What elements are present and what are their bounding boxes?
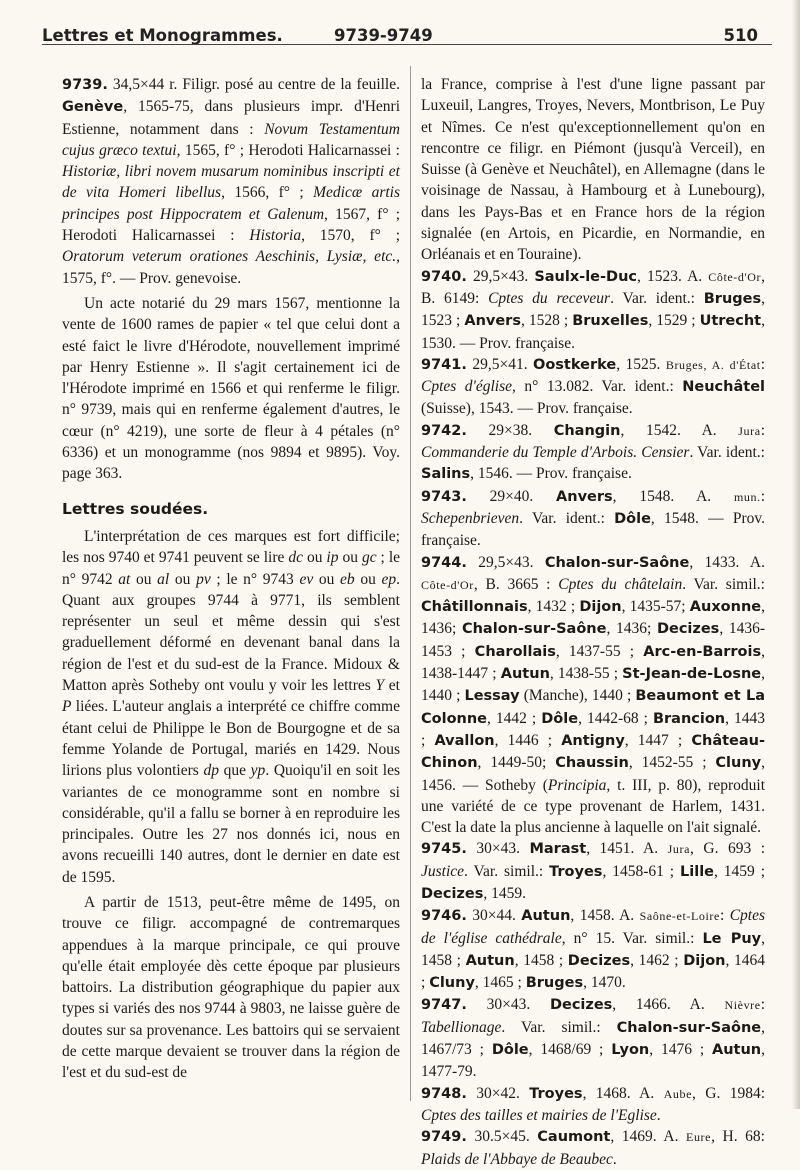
paragraph-interpretation: L'interprétation de ces marques est fort difficile; les nos 9740 et 9741 peuvent se lire dc ou ip ou gc ; le n° 9742 at ou al ou pv ; le n° 9743 ev ou eb ou ep. Quant aux groupes 9744 à 9771, ils semblent représenter un seul et même dessin qui s'est graduellement déformé en devenant banal dans la région de l'est et du sud-est de la France. Midoux & Matton après Sotheby ont voulu y voir les lettres Y et P liées. L'auteur anglais a interprété ce chiffre comme étant celui de Philippe le Bon de Bourgogne et de sa femme Yolande de Portugal, mariés en 1429. Nous lirions plus volontiers dp que yp. Quoiqu'il en soit les variantes de ce monogramme sont en nombre si considérable, qu'il a fallu se borner à en reproduire les principales. Outre les 27 nos donnés ici, nous en avons recueilli 140 autres, dont le dernier en date est de 1595. (62, 527, 401, 886)
place-name: Decizes (549, 997, 613, 1014)
entry-number: 9744. (421, 554, 467, 571)
entry-number: 9747. (421, 997, 467, 1014)
entry-number: 9741. (421, 356, 467, 373)
paragraph-distribution: A partir de 1513, peut-être même de 1495, on trouve ce filigr. accompagné de contremarques appendues à la marque principale, ce qui prouve qu'elle était employée dès cette époque par plusieurs battoirs. La distribution géographique du papier aux types si variés des nos 9744 à 9803, ne laisse guère de doutes sur sa provenance. Les battoirs qui se servaient de cette marque devaient se trouver dans la région de l'est et du sud-est de (62, 893, 400, 1082)
entry-9747: 9747. 30×43. Decizes, 1466. A. Nièvre: Tabellionage. Var. simil.: Chalon-sur-Saône, 1467/73 ; Dôle, 1468/69 ; Lyon, 1476 ; Autun, 1477-79. (421, 996, 765, 1081)
place-name: Autun (521, 908, 571, 925)
paragraph-continued: la France, comprise à l'est d'une ligne passant par Luxeuil, Langres, Troyes, Nevers, Montbrison, Le Puy et Nîmes. Ce n'est qu'exceptionnellement qu'on en rencontre ce filigr. en Piémont (jusqu'à Verceil), en Suisse (à Genève et Neuchâtel), en Allemagne (dans le voisinage de Nassau, à Hambourg et à Lunebourg), dans les Pays-Bas et en France hors de la région signalée (en Artois, en Picardie, en Normandie, en Orléanais et en Touraine). (421, 76, 765, 264)
entry-number: 9746. (421, 908, 467, 925)
entry-number: 9739. (62, 77, 108, 93)
right-column (421, 74, 765, 1170)
entry-number: 9748. (421, 1085, 467, 1102)
section-heading: Lettres soudées. (62, 499, 209, 518)
entry-9744: 9744. 29,5×43. Chalon-sur-Saône, 1433. A. Côte-d'Or, B. 3665 : Cptes du châtelain. Var. simil.: Châtillonnais, 1432 ; Dijon, 1435-57; Auxonne, 1436; Chalon-sur-Saône, 1436; Decizes, 1436-1453 ; Charollais, 1437-55 ; Arc-en-Barrois, 1438-1447 ; Autun, 1438-55 ; St-Jean-de-Losne, 1440 ; Lessay (Manche), 1440 ; Beaumont et La Colonne, 1442 ; Dôle, 1442-68 ; Brancion, 1443 ; Avallon, 1446 ; Antigny, 1447 ; Château-Chinon, 1449-50; Chaussin, 1452-55 ; Cluny, 1456. — Sotheby (Principia, t. III, p. 80), reproduit une variété de ce type provenant de Harlem, 1431. C'est la date la plus ancienne à laquelle on l'ait signalé. (421, 553, 766, 837)
page-header (42, 18, 772, 58)
entry-number: 9745. (421, 841, 467, 858)
running-title: Lettres et Monogrammes. (42, 26, 283, 45)
place-name: Caumont (537, 1129, 611, 1146)
entry-9740: 9740. 29,5×43. Saulx-le-Duc, 1523. A. Côte-d'Or, B. 6149: Cptes du receveur. Var. ident.: Bruges, 1523 ; Anvers, 1528 ; Bruxelles, 1529 ; Utrecht, 1530. — Prov. française. (421, 267, 765, 352)
column-divider (410, 66, 411, 1101)
paragraph-notarial-act: Un acte notarié du 29 mars 1567, mentionne la vente de 1600 rames de papier « tel que celui dont a esté faict le livre d'Hérodote, nouvellement imprimé par Henry Estienne ». Il s'agit certainement ici de l'Hérodote imprimé en 1566 et qui renferme le filigr. n° 9739, mais qui en renferme également d'autres, le cœur (n° 4219), une sorte de fleur à 4 pétales (n° 6336) et un monogramme (nos 9894 et 9895). Voy. page 363. (62, 294, 400, 483)
place-name: Marast (529, 841, 587, 858)
entry-range: 9739-9749 (334, 26, 433, 45)
page-edge-shadow (792, 0, 800, 1109)
place-name: Troyes (529, 1085, 583, 1102)
entry-9746: 9746. 30×44. Autun, 1458. A. Saône-et-Loire: Cptes de l'église cathédrale, n° 15. Var. simil.: Le Puy, 1458 ; Autun, 1458 ; Decizes, 1462 ; Dijon, 1464 ; Cluny, 1465 ; Bruges, 1470. (421, 907, 766, 992)
entry-9748: 9748. 30×42. Troyes, 1468. A. Aube, G. 1984: Cptes des tailles et mairies de l'Eglise. (421, 1084, 766, 1124)
left-column (62, 74, 400, 1084)
entry-9741: 9741. 29,5×41. Oostkerke, 1525. Bruges, A. d'État: Cptes d'église, n° 13.082. Var. ident.: Neuchâtel (Suisse), 1543. — Prov. française. (421, 355, 766, 418)
entry-9743: 9743. 29×40. Anvers, 1548. A. mun.: Schepenbrieven. Var. ident.: Dôle, 1548. — Prov. française. (421, 487, 765, 550)
entry-9749: 9749. 30.5×45. Caumont, 1469. A. Eure, H. 68: Plaids de l'Abbaye de Beaubec. (421, 1128, 765, 1168)
entry-number: 9749. (421, 1129, 467, 1146)
entry-number: 9742. (421, 422, 467, 439)
place-name: Anvers (556, 488, 613, 505)
place-name: Chalon-sur-Saône (544, 554, 690, 571)
place-name: Saulx-le-Duc (534, 268, 637, 285)
entry-number: 9740. (421, 268, 467, 285)
place-name: Changin (553, 422, 621, 439)
place-name: Genève (62, 99, 124, 116)
entry-number: 9743. (421, 488, 467, 505)
page-number: 510 (723, 26, 758, 45)
entry-9742: 9742. 29×38. Changin, 1542. A. Jura: Commanderie du Temple d'Arbois. Censier. Var. ident.: Salins, 1546. — Prov. française. (421, 421, 765, 483)
entry-9739: 9739. 34,5×44 r. Filigr. posé au centre de la feuille. Genève, 1565-75, dans plusieurs impr. d'Henri Estienne, notamment dans : Novum Testamentum cujus græco textui, 1565, f° ; Herodoti Halicarnassei : Historiæ, libri novem musarum nominibus inscripti et de vita Homeri libellus, 1566, f° ; Medicæ artis principes post Hippocratem et Galenum, 1567, f° ; Herodoti Halicarnassei : Historia, 1570, f° ; Oratorum veterum orationes Aeschinis, Lysiæ, etc., 1575, f°. — Prov. genevoise. (62, 76, 401, 287)
place-name: Oostkerke (533, 356, 617, 373)
entry-9745: 9745. 30×43. Marast, 1451. A. Jura, G. 693 : Justice. Var. simil.: Troyes, 1458-61 ; Lille, 1459 ; Decizes, 1459. (421, 840, 766, 902)
header-rule (42, 44, 772, 45)
